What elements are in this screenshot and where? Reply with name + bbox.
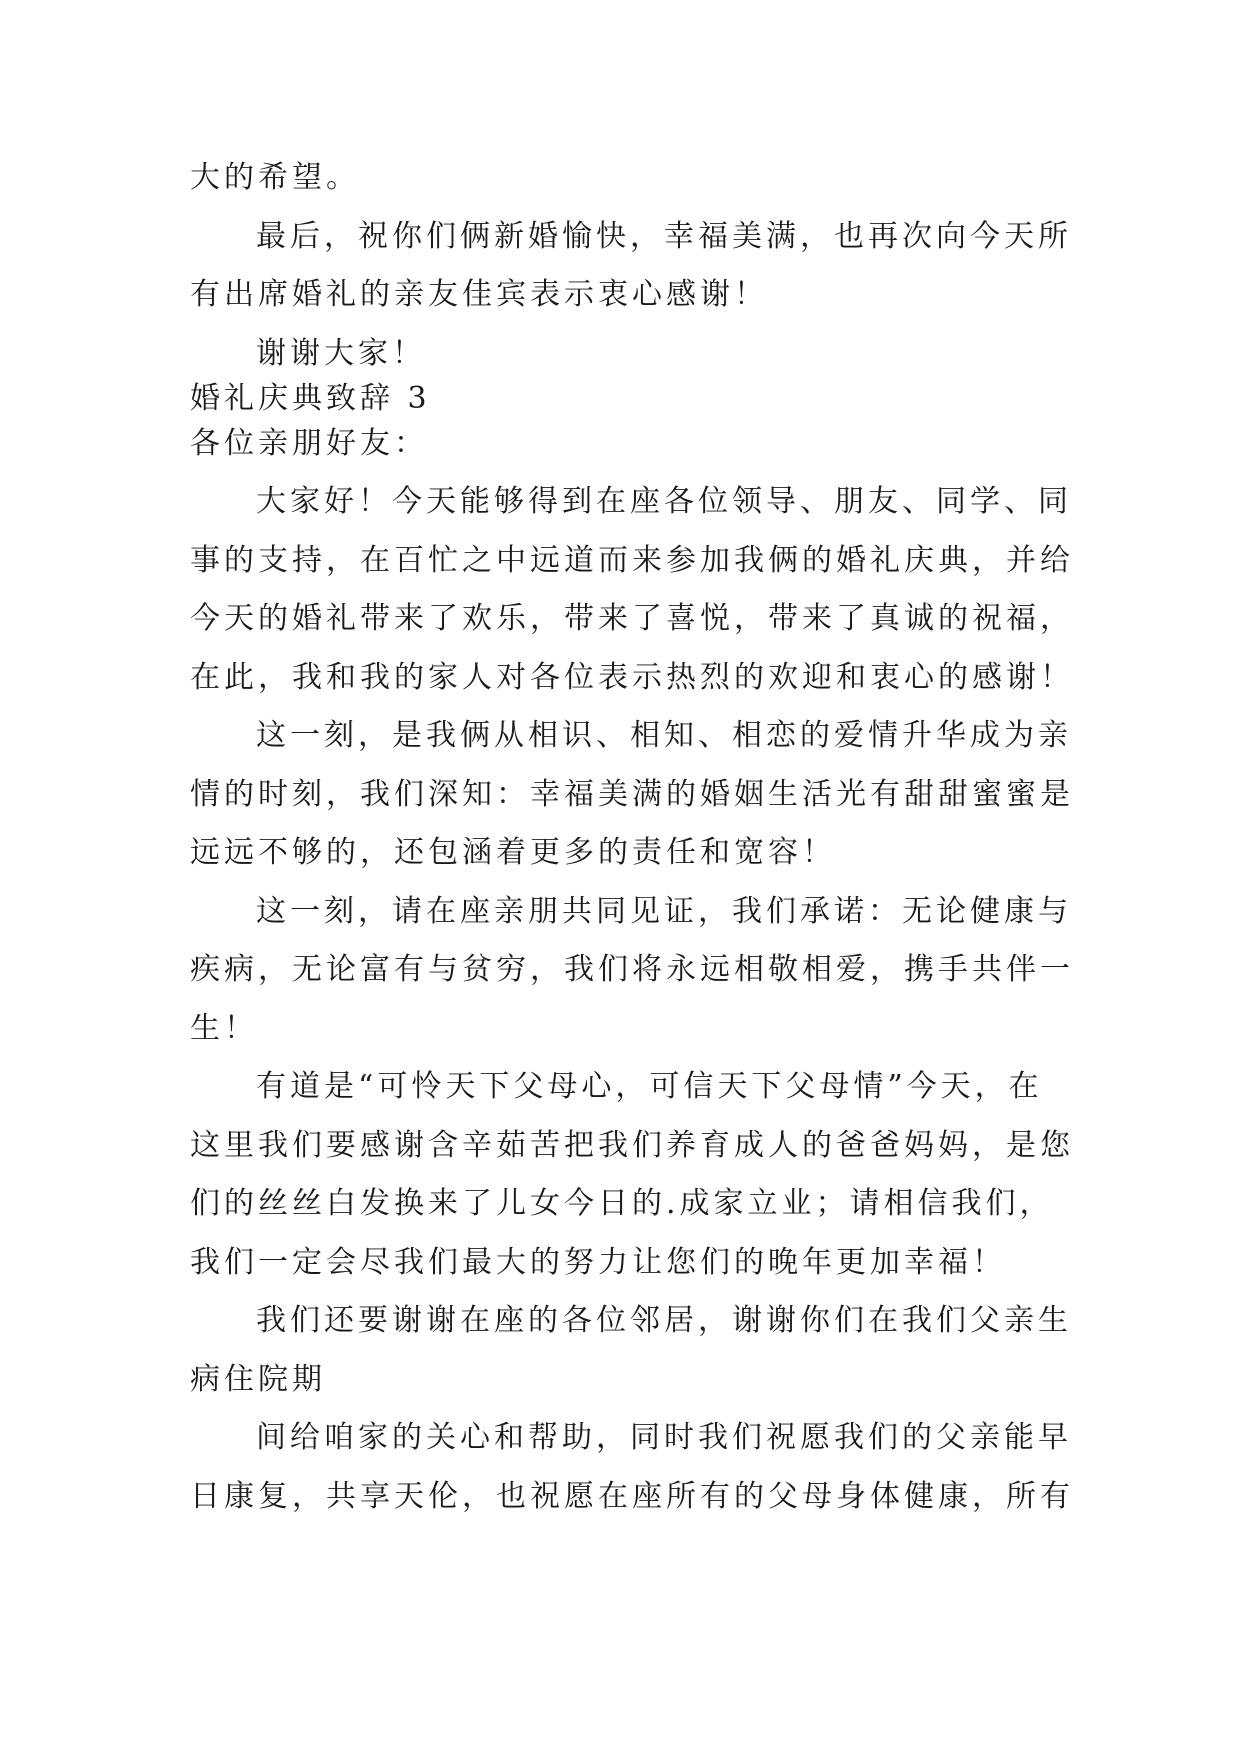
salutation: 各位亲朋好友： — [190, 425, 428, 461]
text-line: 我们一定会尽我们最大的努力让您们的晚年更加幸福！ — [190, 1244, 1006, 1280]
text-line: 疾病，无论富有与贫穷，我们将永远相敬相爱，携手共伴一 — [190, 952, 1074, 987]
section-heading: 婚礼庆典致辞 3 — [190, 380, 431, 416]
text-line: 生！ — [190, 1010, 258, 1046]
text-line: 这一刻，是我俩从相识、相知、相恋的爱情升华成为亲 — [256, 718, 1072, 753]
text-line: 谢谢大家！ — [256, 335, 426, 371]
text-line: 我们还要谢谢在座的各位邻居，谢谢你们在我们父亲生 — [256, 1303, 1072, 1338]
text-line: 大的希望。 — [190, 160, 360, 195]
text-line: 大家好！今天能够得到在座各位领导、朋友、同学、同 — [256, 484, 1072, 519]
text-line: 日康复，共享天伦，也祝愿在座所有的父母身体健康，所有 — [190, 1478, 1074, 1514]
text-line: 们的丝丝白发换来了儿女今日的.成家立业；请相信我们， — [190, 1186, 1054, 1221]
text-line: 有道是“可怜天下父母心，可信天下父母情”今天，在 — [256, 1069, 1043, 1104]
text-line: 这里我们要感谢含辛茹苦把我们养育成人的爸爸妈妈，是您 — [190, 1127, 1074, 1163]
document-body — [190, 160, 1074, 1537]
text-line: 间给咱家的关心和帮助，同时我们祝愿我们的父亲能早 — [256, 1420, 1072, 1455]
text-line: 最后，祝你们俩新婚愉快，幸福美满，也再次向今天所 — [256, 218, 1072, 254]
text-line: 病住院期 — [190, 1361, 326, 1397]
text-line: 这一刻，请在座亲朋共同见证，我们承诺：无论健康与 — [256, 893, 1072, 929]
text-line: 事的支持，在百忙之中远道而来参加我俩的婚礼庆典，并给 — [190, 542, 1074, 578]
text-line: 今天的婚礼带来了欢乐，带来了喜悦，带来了真诚的祝福， — [190, 601, 1074, 636]
text-line: 情的时刻，我们深知：幸福美满的婚姻生活光有甜甜蜜蜜是 — [190, 776, 1074, 812]
text-line: 有出席婚礼的亲友佳宾表示衷心感谢！ — [190, 277, 768, 312]
text-line: 在此，我和我的家人对各位表示热烈的欢迎和衷心的感谢！ — [190, 659, 1074, 695]
text-line: 远远不够的，还包涵着更多的责任和宽容！ — [190, 835, 836, 870]
